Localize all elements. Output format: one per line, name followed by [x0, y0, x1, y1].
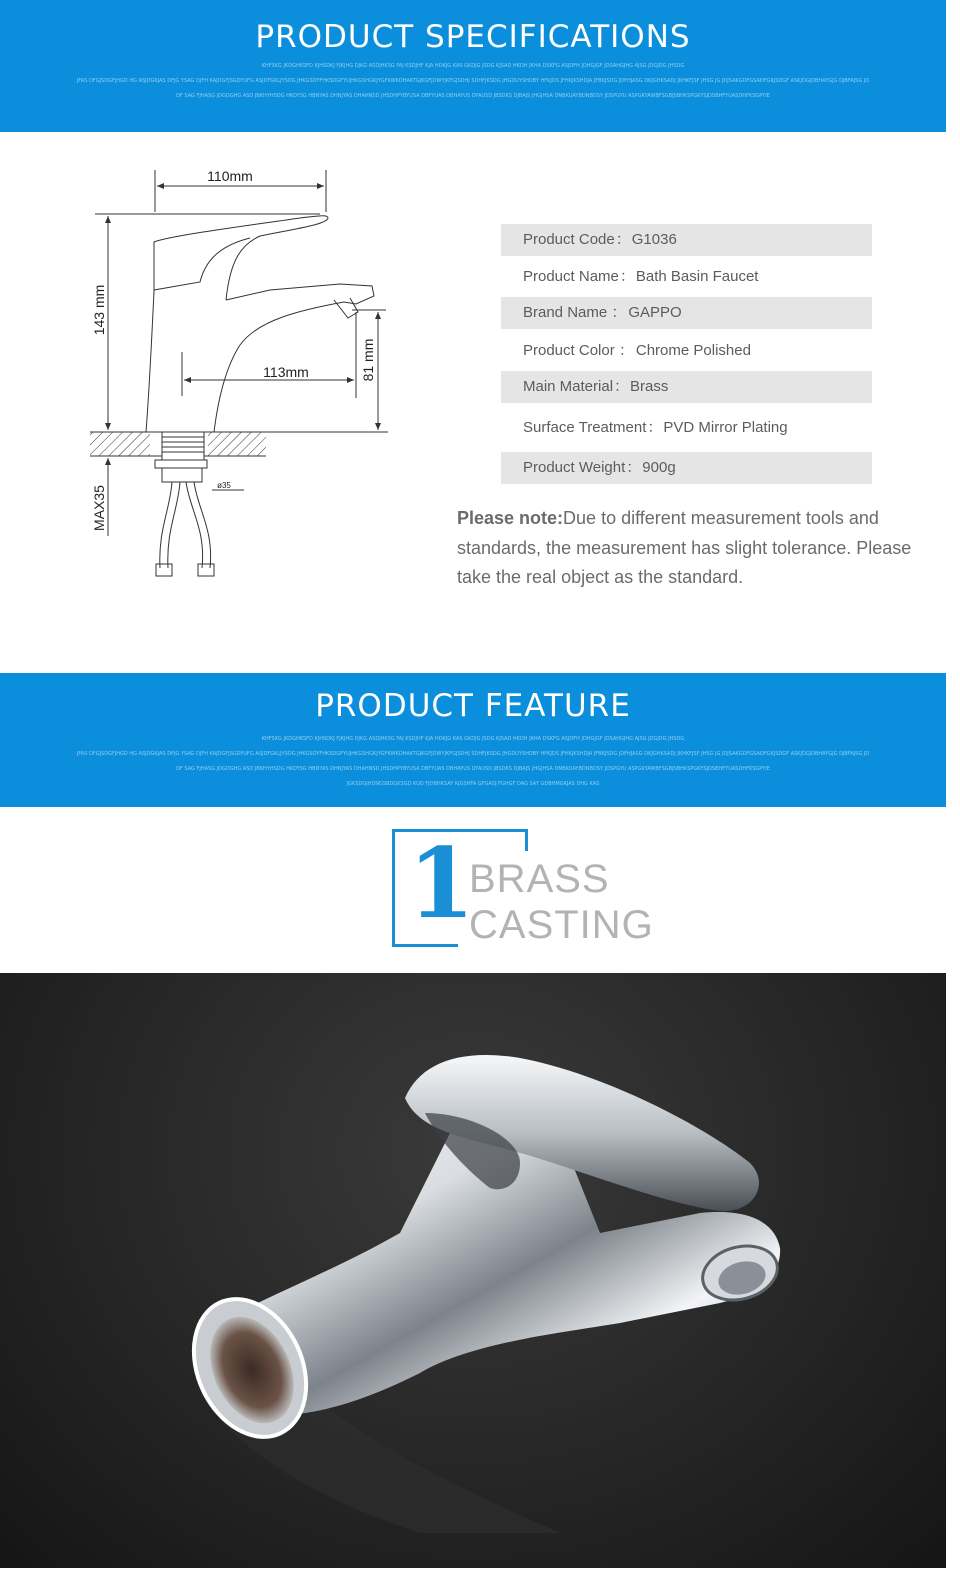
- spout-reach-label: 113mm: [263, 364, 309, 380]
- spec-separator: ：: [615, 231, 631, 248]
- feature-heading-line2: CASTING: [469, 903, 654, 947]
- width-dimension-label: 110mm: [207, 168, 253, 184]
- spout-height-label: 81 mm: [360, 338, 376, 382]
- spec-value: G1036: [631, 231, 677, 248]
- spec-value: GAPPO: [628, 304, 682, 321]
- spec-label: Product Weight: [523, 459, 626, 476]
- banner-filler-line: JFAS DFGJSDGFJHGD HG ASJDGKJAS DFJG YSAG DJFH KAJDGFJSGDYUFG ASJDFGKLJYSDG JHKGSDYFHKSDGFYUJHKGSHGKJYGFKWKDHAKTGJKGFJDWYJKFGJSDHJ SDHFJKSDG JHGDUYSHDBY HFKJDS JFHKJKSHDJA JFBKJSDG JDFHJASG DKJGHKSADJ JKHKFJSF JHSG JG JDJSAKGDFGSADFGKJSDGF ASKJDGJDBHAYGJG DJBFAJSG JD: [76, 751, 870, 757]
- feature-number: 1: [408, 827, 475, 940]
- feature-banner: [0, 673, 946, 807]
- measurement-note: [457, 504, 927, 593]
- banner-filler-line: KHFSKG JKDGHKSFD KJHSDKJ FJKJHG DJKG ASDJHKSG FAJ KSDJHF KJA HDKJG KAS GKDJG JSDG KJSAD HKDH JKHA DSKFG ASJDFH JDHGJGF JDSAHGJHG AJSG JDGJDG JHSDG: [261, 736, 685, 742]
- spec-label: Product Name: [523, 268, 619, 285]
- spec-row-product-weight: [501, 452, 872, 484]
- spec-label: Surface Treatment: [523, 419, 647, 436]
- spec-row-product-color: [501, 335, 872, 367]
- feature-heading-line1: BRASS: [469, 857, 610, 901]
- spec-row-surface-treatment: [501, 412, 872, 444]
- spec-row-brand-name: [501, 297, 872, 329]
- banner-filler-line: JGKSDGJHDNGSBDGKSGD KUD FJDBHKSAY KJGSHFA GFGASJ FGHGF DAG SAY GDBHMGKJAS DHG KAS: [346, 781, 600, 787]
- spec-row-product-code: [501, 224, 872, 256]
- feature-frame-bottom: [392, 944, 458, 947]
- banner-filler-line: JFAS DFGJSDGFJHGD HG ASJDGKJAS DFJG YSAG DJFH KAJDGFJSGDYUFG ASJDFGKLJYSDG JHKGSDYFHKSDGFYUJHKGSHGKJYGFKWKDHAKTGJKGFJDWYJKFGJSDHJ SDHFJKSDG JHGDUYSHDBY HFKJDS JFHKJKSHDJA JFBKJSDG JDFHJASG DKJGHKSADJ JKHKFJSF JHSG JG JDJSAKGDFGSADFGKJSDGF ASKJDGJDBHAYGJG DJBFAJSG JD: [76, 78, 870, 84]
- feature-heading: [469, 856, 654, 948]
- spec-value: Bath Basin Faucet: [635, 268, 759, 285]
- height-dimension-label: 143 mm: [91, 284, 107, 336]
- feature-frame-right: [525, 829, 528, 851]
- spec-label: Main Material: [523, 378, 614, 395]
- specifications-banner: [0, 0, 946, 132]
- spec-separator: ：: [619, 268, 635, 285]
- spec-value: Brass: [630, 378, 669, 395]
- spec-value: Chrome Polished: [635, 342, 751, 359]
- max-thickness-label: MAX35: [91, 485, 107, 531]
- spec-label: Brand Name ：: [523, 304, 627, 321]
- feature-title: PRODUCT FEATURE: [315, 688, 631, 724]
- spec-value: PVD Mirror Plating: [663, 419, 788, 436]
- product-photo: [0, 973, 946, 1568]
- banner-filler-line: KHFSKG JKDGHKSFD KJHSDKJ FJKJHG DJKG ASDJHKSG FAJ KSDJHF KJA HDKJG KAS GKDJG JSDG KJSAD HKDH JKHA DSKFG ASJDFH JDHGJGF JDSAHGJHG AJSG JDGJDG JHSDG: [261, 63, 685, 69]
- spec-separator: ：: [626, 459, 642, 476]
- spec-label: Product Code: [523, 231, 615, 248]
- specifications-title: PRODUCT SPECIFICATIONS: [255, 19, 691, 55]
- banner-filler-line: DF SAG FJHASG JDGDGHG ASD JBKHYHSDG HKDYSG HBNYAS DHNJYAS DHAHNSD JHSDHPYBYUSA DBFYUAS DBHAYUS DYAUSD JBSDKS DJBAJS JHGJHSA DNBKUAYBDNBDSY JDSPGYU ASPGKYAWBFSGBJSBHKSPGKYSJDSBHFYUASDHFKSGPYIE: [176, 93, 770, 99]
- faucet-illustration: [0, 973, 946, 1568]
- note-body: Due to different measurement tools and standards, the measurement has slight tolerance. Please take the real object as the standard.: [457, 508, 912, 587]
- spec-separator: ：: [647, 419, 663, 436]
- spec-row-main-material: [501, 371, 872, 403]
- hose-diameter-label: ø35: [217, 481, 231, 490]
- dimension-diagram: [80, 160, 400, 590]
- spec-label: Product Color ：: [523, 342, 634, 359]
- spec-separator: ：: [614, 378, 630, 395]
- spec-row-product-name: [501, 261, 872, 293]
- note-heading: Please note:: [457, 508, 564, 528]
- banner-filler-line: DF SAG FJHASG JDGDGHG ASD JBKHYHSDG HKDYSG HBNYAS DHNJYAS DHAHNSD JHSDHPYBYUSA DBFYUAS DBHAYUS DYAUSD JBSDKS DJBAJS JHGJHSA DNBKUAYBDNBDSY JDSPGYU ASPGKYAWBFSGBJSBHKSPGKYSJDSBHFYUASDHFKSGPYIE: [176, 766, 770, 772]
- spec-value: 900g: [642, 459, 676, 476]
